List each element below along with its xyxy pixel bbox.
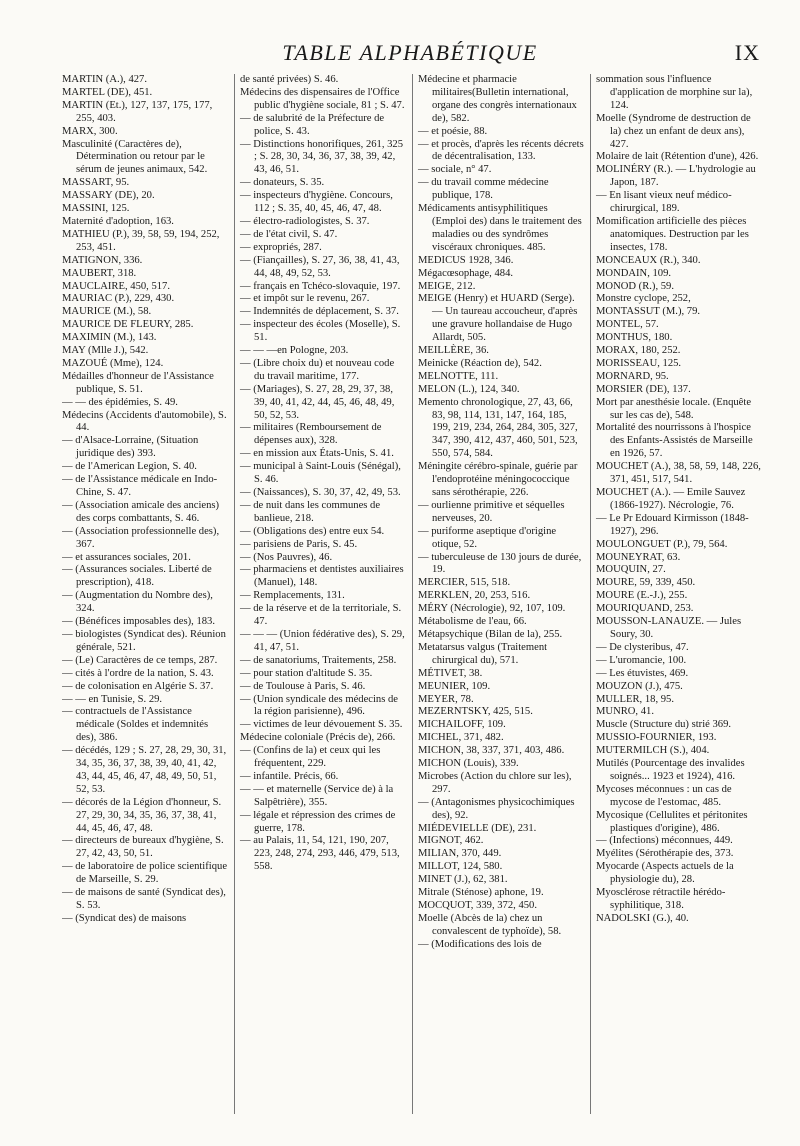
- index-entry: MEIGE, 212.: [418, 280, 476, 292]
- index-entry: MEYER, 78.: [418, 693, 474, 705]
- index-entry: Muscle (Structure du) strié 369.: [596, 719, 732, 731]
- index-entry: MULLER, 18, 95.: [596, 693, 674, 705]
- index-entry: Médecine coloniale (Précis de), 266.: [240, 732, 396, 744]
- index-entry: Mégacœsophage, 484.: [418, 267, 514, 279]
- index-entry: Mitrale (Sténose) aphone, 19.: [418, 887, 544, 899]
- index-entry: MOUZON (J.), 475.: [596, 680, 683, 692]
- index-entry: MORISSEAU, 125.: [596, 357, 682, 369]
- index-entry: MOULONGUET (P.), 79, 564.: [596, 538, 728, 550]
- index-entry: — de Toulouse à Paris, S. 46.: [240, 680, 366, 692]
- index-entry: — et procès, d'après les récents décrets de décentralisation, 133.: [418, 138, 584, 163]
- index-entry: — de l'American Legion, S. 40.: [62, 461, 197, 473]
- index-entry: — (Association professionnelle des), 367.: [62, 525, 220, 550]
- index-column-2: [234, 74, 406, 1114]
- index-entry: MASSINI, 125.: [62, 203, 130, 215]
- index-entry: MAUBERT, 318.: [62, 267, 137, 279]
- index-entry: Myélites (Sérothérapie des, 373.: [596, 848, 734, 860]
- index-entry: — (Le) Caractères de ce temps, 287.: [62, 654, 218, 666]
- index-entry: MERCIER, 515, 518.: [418, 577, 511, 589]
- index-entry: Molaire de lait (Rétention d'une), 426.: [596, 151, 759, 163]
- index-entry: — du travail comme médecine publique, 178.: [418, 177, 549, 202]
- index-entry: — (Mariages), S. 27, 28, 29, 37, 38, 39, 40, 41, 42, 44, 45, 46, 48, 49, 50, 52, 53.: [240, 383, 395, 421]
- index-entry: MOURIQUAND, 253.: [596, 603, 694, 615]
- index-entry: — de sanatoriums, Traitements, 258.: [240, 654, 397, 666]
- index-column-4: [590, 74, 762, 1114]
- index-entry: — de l'état civil, S. 47.: [240, 228, 338, 240]
- index-entry: — de l'Assistance médicale en Indo-Chine, S. 47.: [62, 474, 218, 498]
- index-entry: — en mission aux États-Unis, S. 41.: [240, 448, 394, 460]
- index-entry: MOUNEYRAT, 63.: [596, 551, 681, 563]
- index-entry: Maternité d'adoption, 163.: [62, 215, 174, 227]
- index-entry: Méningite cérébro-spinale, guérie par l'endoprotéine méningococcique sans sérothérapie, 226.: [418, 461, 578, 498]
- index-entry: — parisiens de Paris, S. 45.: [240, 538, 358, 550]
- index-entry: MEILLÈRE, 36.: [418, 345, 489, 357]
- index-entry: — infantile. Précis, 66.: [240, 770, 339, 782]
- index-entry: Moelle (Abcès de la) chez un convalescent de typhoïde), 58.: [418, 912, 562, 937]
- index-entry: — cités à l'ordre de la nation, S. 43.: [62, 667, 214, 679]
- index-entry: — d'Alsace-Lorraine, (Situation juridique des) 393.: [62, 435, 199, 460]
- index-entry: MEUNIER, 109.: [418, 680, 491, 692]
- index-entry: MOUCHET (A.), 38, 58, 59, 148, 226, 371, 451, 517, 541.: [596, 461, 761, 486]
- index-entry: Mortalité des nourrissons à l'hospice des Enfants-Assistés de Marseille en 1926, 57.: [596, 422, 753, 460]
- index-entry: MILLOT, 124, 580.: [418, 861, 503, 873]
- index-entry: MEZERNTSKY, 425, 515.: [418, 706, 533, 718]
- index-entry: — — en Tunisie, S. 29.: [62, 693, 163, 705]
- index-entry: MARTIN (A.), 427.: [62, 74, 147, 85]
- index-entry: — (Syndicat des) de maisons: [62, 912, 187, 924]
- index-entry: Mycosique (Cellulites et péritonites plastiques d'origine), 486.: [596, 809, 748, 834]
- index-entry: Médecins (Accidents d'automobile), S. 44.: [62, 409, 227, 434]
- index-entry: MUTERMILCH (S.), 404.: [596, 745, 710, 757]
- index-entry: MICHON, 38, 337, 371, 403, 486.: [418, 745, 565, 757]
- index-entry: — — — (Union fédérative des), S. 29, 41, 47, 51.: [240, 628, 405, 653]
- index-entry: — directeurs de bureaux d'hygiène, S. 27, 42, 43, 50, 51.: [62, 835, 224, 860]
- index-entry: — biologistes (Syndicat des). Réunion générale, 521.: [62, 628, 226, 653]
- index-entry: Memento chronologique, 27, 43, 66, 83, 98, 114, 131, 147, 164, 185, 199, 219, 234, 264, 284, 305, 327, 347, 390, 412, 437, 460, 501, 523, 550, 574, 584.: [418, 396, 578, 460]
- index-entry: MOURE (E.-J.), 255.: [596, 590, 688, 602]
- index-entry: MARTIN (Et.), 127, 137, 175, 177, 255, 403.: [62, 99, 213, 124]
- index-entry: — (Fiançailles), S. 27, 36, 38, 41, 43, 44, 48, 49, 52, 53.: [240, 254, 400, 279]
- index-entry: — — et maternelle (Service de) à la Salpêtrière), 355.: [240, 783, 394, 808]
- index-entry: — (Union syndicale des médecins de la région parisienne), 496.: [240, 693, 398, 718]
- index-entry: — puriforme aseptique d'origine otique, 52.: [418, 525, 557, 550]
- index-entry: MOUQUIN, 27.: [596, 564, 666, 576]
- index-entry: Mycoses méconnues : un cas de mycose de l'estomac, 485.: [596, 783, 732, 808]
- index-entry: — pharmaciens et dentistes auxiliaires (Manuel), 148.: [240, 564, 404, 589]
- index-entry: — légale et répression des crimes de guerre, 178.: [240, 809, 396, 834]
- index-entry: — (Naissances), S. 30, 37, 42, 49, 53.: [240, 487, 401, 498]
- index-entry: — (Nos Pauvres), 46.: [240, 551, 333, 563]
- index-entry: — De clysteribus, 47.: [596, 641, 689, 653]
- index-entry: MOLINÉRY (R.). — L'hydrologie au Japon, 187.: [596, 164, 756, 189]
- index-entry: Meinicke (Réaction de), 542.: [418, 357, 542, 369]
- index-entry: — expropriés, 287.: [240, 241, 322, 253]
- index-entry: MÉRY (Nécrologie), 92, 107, 109.: [418, 603, 566, 615]
- index-entry: — de laboratoire de police scientifique de Marseille, S. 29.: [62, 861, 228, 886]
- index-entry: Momification artificielle des pièces anatomiques. Destruction par les insectes, 178.: [596, 215, 749, 253]
- index-entry: — victimes de leur dévouement S. 35.: [240, 719, 403, 731]
- index-entry: — décorés de la Légion d'honneur, S. 27, 29, 30, 34, 35, 36, 37, 38, 41, 44, 45, 46, 47, 48.: [62, 796, 222, 834]
- index-entry: MICHON (Louis), 339.: [418, 758, 519, 770]
- index-entry: — de salubrité de la Préfecture de police, S. 43.: [240, 112, 385, 137]
- index-entry: — Distinctions honorifiques, 261, 325 ; S. 28, 30, 34, 36, 37, 38, 39, 42, 43, 46, 51.: [240, 138, 404, 176]
- index-entry: — (Modifications des lois de: [418, 938, 542, 950]
- index-entry: MAXIMIN (M.), 143.: [62, 332, 157, 344]
- index-entry: MILIAN, 370, 449.: [418, 848, 502, 860]
- page-number: IX: [734, 40, 760, 65]
- index-entry: MONTASSUT (M.), 79.: [596, 306, 701, 318]
- index-entry: MAURICE DE FLEURY, 285.: [62, 319, 194, 331]
- index-entry: — de maisons de santé (Syndicat des), S. 53.: [62, 887, 226, 911]
- index-entry: MATIGNON, 336.: [62, 254, 143, 266]
- index-entry: — de colonisation en Algérie S. 37.: [62, 680, 214, 692]
- index-entry: MOURE, 59, 339, 450.: [596, 577, 696, 589]
- index-entry: NADOLSKI (G.), 40.: [596, 912, 689, 924]
- index-entry: sommation sous l'influence d'application de morphine sur la), 124.: [596, 74, 753, 111]
- index-entry: MICHEL, 371, 482.: [418, 732, 504, 744]
- index-entry: MOUSSON-LANAUZE. — Jules Soury, 30.: [596, 616, 742, 640]
- index-entry: — militaires (Remboursement de dépenses aux), 328.: [240, 422, 382, 447]
- index-entry: — de nuit dans les communes de banlieue, 218.: [240, 499, 381, 524]
- index-entry: MOUCHET (A.). — Emile Sauvez (1866-1927). Nécrologie, 76.: [596, 487, 746, 511]
- index-entry: MINET (J.), 62, 381.: [418, 874, 508, 886]
- index-entry: MELON (L.), 124, 340.: [418, 383, 520, 395]
- index-entry: MIÉDEVIELLE (DE), 231.: [418, 822, 537, 834]
- index-entry: MATHIEU (P.), 39, 58, 59, 194, 252, 253, 451.: [62, 228, 220, 253]
- index-entry: MERKLEN, 20, 253, 516.: [418, 590, 531, 602]
- index-entry: — et poésie, 88.: [418, 125, 488, 137]
- index-entry: — inspecteur des écoles (Moselle), S. 51.: [240, 319, 401, 344]
- index-entry: MONTHUS, 180.: [596, 332, 673, 344]
- index-entry: MONDAIN, 109.: [596, 267, 672, 279]
- index-entry: MASSARY (DE), 20.: [62, 190, 155, 202]
- index-entry: MAURIAC (P.), 229, 430.: [62, 293, 175, 305]
- index-entry: Moelle (Syndrome de destruction de la) chez un enfant de deux ans), 427.: [596, 112, 751, 150]
- index-entry: Metatarsus valgus (Traitement chirurgical du), 571.: [418, 641, 548, 666]
- index-entry: — électro-radiologistes, S. 37.: [240, 215, 370, 227]
- index-entry: Mort par anesthésie locale. (Enquête sur les cas de), 548.: [596, 396, 752, 421]
- index-entry: MUSSIO-FOURNIER, 193.: [596, 732, 717, 744]
- index-columns: [62, 74, 762, 1114]
- index-entry: — (Obligations des) entre eux 54.: [240, 525, 385, 537]
- index-entry: — (Bénéfices imposables des), 183.: [62, 616, 215, 628]
- index-entry: — français en Tchéco-slovaquie, 197.: [240, 280, 401, 292]
- index-entry: — inspecteurs d'hygiène. Concours, 112 ; S. 35, 40, 45, 46, 47, 48.: [240, 190, 393, 215]
- index-entry: MONTEL, 57.: [596, 319, 659, 331]
- page-title: TABLE ALPHABÉTIQUE: [282, 40, 538, 65]
- index-entry: Microbes (Action du chlore sur les), 297.: [418, 770, 572, 795]
- index-entry: — Remplacements, 131.: [240, 590, 345, 602]
- index-entry: Métapsychique (Bilan de la), 255.: [418, 628, 563, 640]
- index-entry: — pour station d'altitude S. 35.: [240, 667, 373, 679]
- index-entry: — — —en Pologne, 203.: [240, 345, 349, 357]
- index-entry: MARX, 300.: [62, 125, 118, 137]
- index-entry: MONCEAUX (R.), 340.: [596, 254, 701, 266]
- index-entry: Métabolisme de l'eau, 66.: [418, 616, 527, 628]
- index-entry: Monstre cyclope, 252,: [596, 293, 691, 305]
- index-entry: MEDICUS 1928, 346.: [418, 254, 514, 266]
- index-column-1: [62, 74, 228, 1114]
- index-entry: — L'uromancie, 100.: [596, 654, 687, 666]
- index-entry: MASSART, 95.: [62, 177, 130, 189]
- index-entry: Médicaments antisyphilitiques (Emploi des) dans le traitement des maladies ou des syndrômes viscéraux chroniques. 485.: [418, 203, 582, 253]
- index-entry: MÉTIVET, 38.: [418, 667, 483, 679]
- index-entry: Médailles d'honneur de l'Assistance publique, S. 51.: [62, 370, 214, 395]
- index-entry: MUNRO, 41.: [596, 706, 654, 718]
- index-entry: — — des épidémies, S. 49.: [62, 396, 178, 408]
- index-entry: MORAX, 180, 252.: [596, 345, 681, 357]
- index-entry: MAUCLAIRE, 450, 517.: [62, 280, 170, 292]
- index-entry: — (Libre choix du) et nouveau code du travail maritime, 177.: [240, 357, 395, 382]
- index-entry: MAZOUÉ (Mme), 124.: [62, 357, 164, 369]
- index-entry: Médecine et pharmacie militaires(Bulletin international, organe des congrès internationaux de), 582.: [418, 74, 577, 124]
- index-column-3: [412, 74, 584, 1114]
- index-entry: Myocarde (Aspects actuels de la physiologie du), 28.: [596, 861, 734, 886]
- index-entry: — et impôt sur le revenu, 267.: [240, 293, 370, 305]
- index-entry: — ourlienne primitive et séquelles nerveuses, 20.: [418, 499, 565, 524]
- index-entry: — Le Pr Edouard Kirmisson (1848-1927), 296.: [596, 512, 749, 537]
- index-entry: — sociale, n° 47.: [418, 164, 492, 176]
- index-entry: — tuberculeuse de 130 jours de durée, 19.: [418, 551, 582, 576]
- index-entry: — Indemnités de déplacement, S. 37.: [240, 306, 399, 318]
- index-entry: — de la réserve et de la territoriale, S. 47.: [240, 603, 402, 628]
- index-entry: de santé privées) S. 46.: [240, 74, 339, 85]
- index-entry: MORNARD, 95.: [596, 370, 669, 382]
- index-entry: MICHAILOFF, 109.: [418, 719, 506, 731]
- index-entry: — décédés, 129 ; S. 27, 28, 29, 30, 31, 34, 35, 36, 37, 38, 39, 40, 41, 42, 43, 44, 45, 46, 47, 48, 49, 50, 51, 52, 53.: [62, 745, 227, 795]
- index-entry: — (Infections) méconnues, 449.: [596, 835, 733, 847]
- index-entry: — (Association amicale des anciens) des corps combattants, S. 46.: [62, 499, 220, 524]
- index-entry: — au Palais, 11, 54, 121, 190, 207, 223, 248, 274, 293, 446, 479, 513, 558.: [240, 835, 400, 873]
- index-entry: MONOD (R.), 59.: [596, 280, 674, 292]
- index-entry: Mutilés (Pourcentage des invalides soignés... 1923 et 1924), 416.: [596, 758, 745, 782]
- index-entry: Myosclérose rétractile hérédo-syphilitique, 318.: [596, 887, 726, 911]
- index-entry: MARTEL (DE), 451.: [62, 86, 153, 98]
- index-entry: Masculinité (Caractères de), Détermination ou retour par le sérum de jeunes animaux, 542.: [62, 138, 208, 176]
- index-entry: — (Antagonismes physicochimiques des), 92.: [418, 796, 575, 821]
- index-entry: Médecins des dispensaires de l'Office public d'hygiène sociale, 81 ; S. 47.: [240, 86, 405, 111]
- page-header: [60, 40, 760, 72]
- index-entry: MAURICE (M.), 58.: [62, 306, 152, 318]
- index-entry: — contractuels de l'Assistance médicale (Soldes et indemnités des), 386.: [62, 706, 209, 744]
- index-entry: — En lisant vieux neuf médico-chirurgical, 189.: [596, 190, 732, 215]
- index-entry: MORSIER (DE), 137.: [596, 383, 691, 395]
- index-entry: MEIGE (Henry) et HUARD (Serge). — Un taureau accoucheur, d'après une gravure hollandaise de Hugo Allardt, 505.: [418, 293, 578, 344]
- index-entry: — (Confins de la) et ceux qui les fréquentent, 229.: [240, 745, 381, 770]
- index-entry: MIGNOT, 462.: [418, 835, 484, 847]
- index-entry: — municipal à Saint-Louis (Sénégal), S. 46.: [240, 461, 401, 486]
- index-entry: MAY (Mlle J.), 542.: [62, 345, 149, 357]
- index-entry: — Les étuvistes, 469.: [596, 667, 689, 679]
- index-entry: — (Assurances sociales. Liberté de prescription), 418.: [62, 564, 212, 589]
- index-entry: MELNOTTE, 111.: [418, 370, 499, 382]
- index-entry: — donateurs, S. 35.: [240, 177, 325, 189]
- index-entry: — (Augmentation du Nombre des), 324.: [62, 590, 213, 615]
- index-entry: — et assurances sociales, 201.: [62, 551, 191, 563]
- index-entry: MOCQUOT, 339, 372, 450.: [418, 900, 537, 911]
